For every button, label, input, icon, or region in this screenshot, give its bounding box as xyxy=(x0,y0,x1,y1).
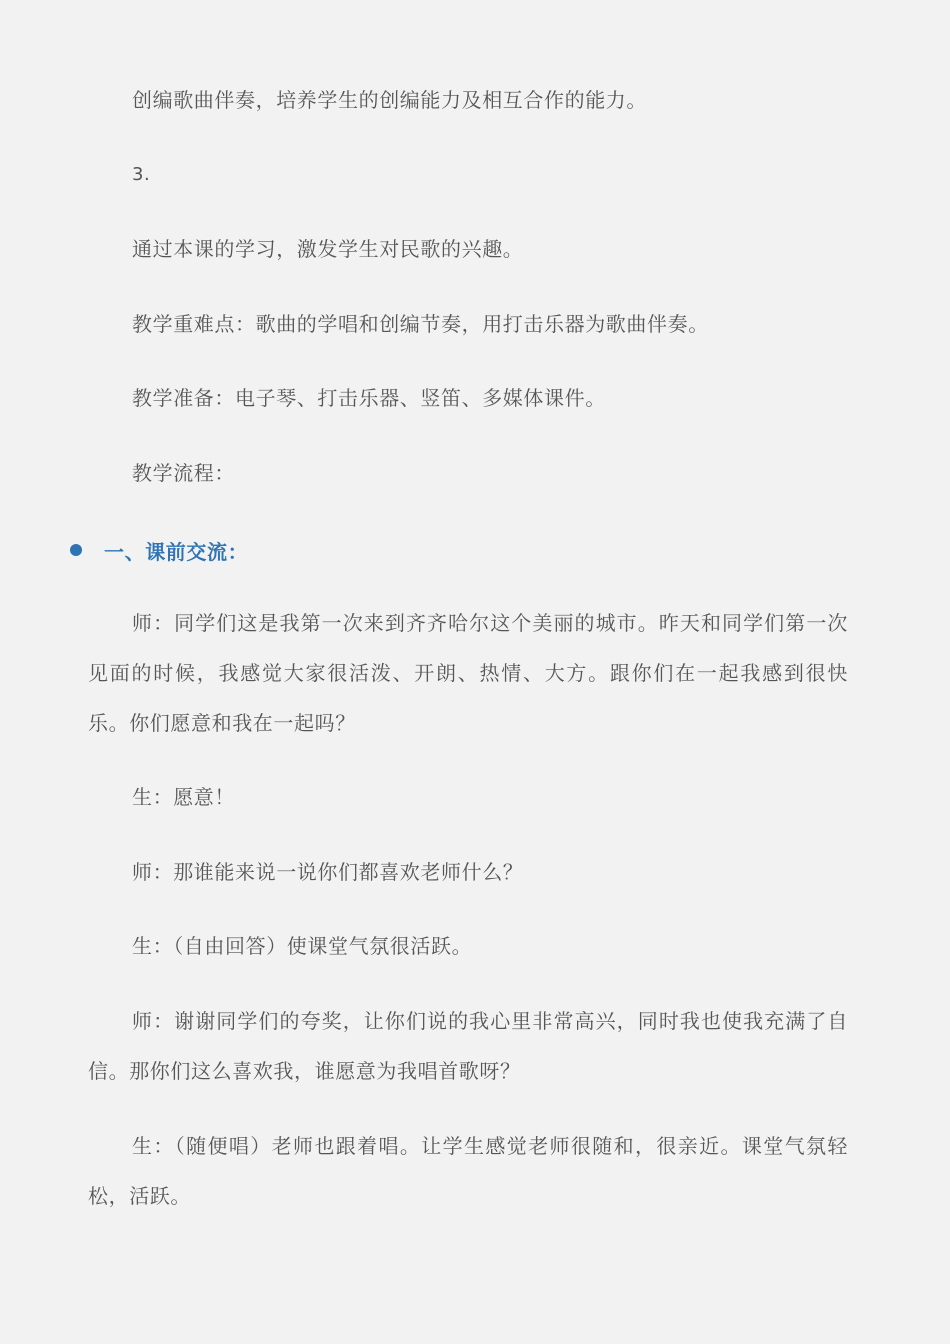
section-heading xyxy=(70,525,248,575)
paragraph-key-points: 教学重难点：歌曲的学唱和创编节奏，用打击乐器为歌曲伴奏。 xyxy=(132,312,709,336)
section-heading-text: 一、课前交流： xyxy=(104,539,249,564)
paragraph-student-1: 生：愿意！ xyxy=(132,785,235,809)
paragraph-student-3: 生：（随便唱）老师也跟着唱。让学生感觉老师很随和，很亲近。课堂气氛轻松，活跃。 xyxy=(88,1134,848,1208)
paragraph-teacher-1: 师：同学们这是我第一次来到齐齐哈尔这个美丽的城市。昨天和同学们第一次见面的时候，我感觉大家很活泼、开朗、热情、大方。跟你们在一起我感到很快乐。你们愿意和我在一起吗？ xyxy=(88,611,848,735)
paragraph-teacher-2: 师：那谁能来说一说你们都喜欢老师什么？ xyxy=(132,860,524,884)
paragraph-teacher-3: 师：谢谢同学们的夸奖，让你们说的我心里非常高兴，同时我也使我充满了自信。那你们这么喜欢我，谁愿意为我唱首歌呀？ xyxy=(88,1009,848,1083)
paragraph-student-2: 生：（自由回答）使课堂气氛很活跃。 xyxy=(132,934,473,958)
paragraph-goal-3: 通过本课的学习，激发学生对民歌的兴趣。 xyxy=(132,237,524,261)
paragraph-preparation: 教学准备：电子琴、打击乐器、竖笛、多媒体课件。 xyxy=(132,386,606,410)
bullet-icon xyxy=(70,544,82,556)
paragraph-process-label: 教学流程： xyxy=(132,461,235,485)
list-number-3: 3. xyxy=(132,164,151,185)
paragraph-goal-2: 创编歌曲伴奏，培养学生的创编能力及相互合作的能力。 xyxy=(132,88,647,112)
